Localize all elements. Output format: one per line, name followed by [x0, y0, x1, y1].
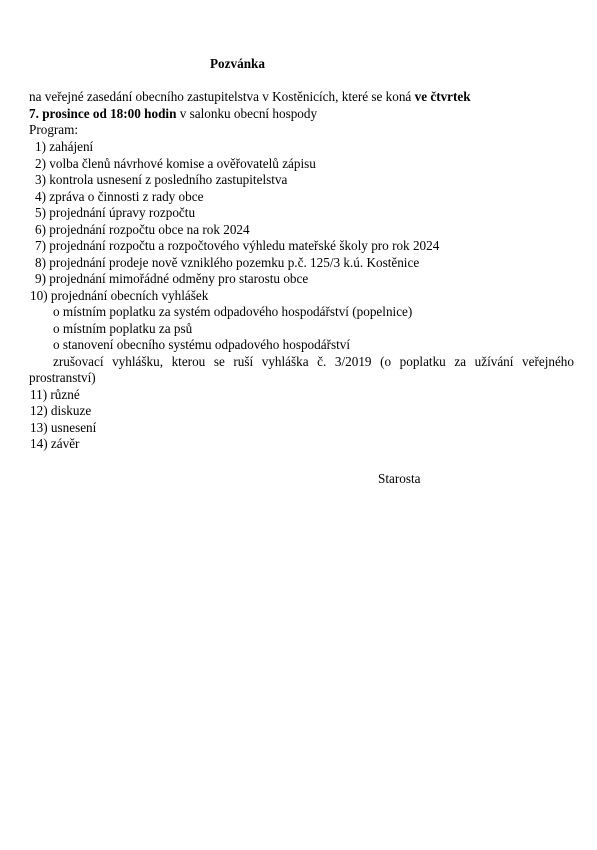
agenda-item-text: závěr — [50, 436, 80, 451]
agenda-item-number: 13) — [30, 419, 48, 435]
agenda-item-text: zahájení — [49, 139, 94, 154]
agenda-item — [29, 189, 574, 206]
agenda-subitem: zrušovací vyhlášku, kterou se ruší vyhláška č. 3/2019 (o poplatku za užívání veřejného prostranství) — [29, 353, 574, 385]
intro-text-after: v salonku obecní hospody — [176, 105, 318, 121]
intro-date-time: 7. prosince od 18:00 hodin — [29, 105, 177, 121]
intro-paragraph — [29, 89, 569, 122]
agenda-item — [29, 222, 574, 239]
agenda-item-number: 7) — [35, 238, 46, 253]
agenda-item — [29, 238, 574, 255]
agenda-item-text: kontrola usnesení z posledního zastupitelstva — [49, 172, 288, 187]
agenda-item-number: 6) — [35, 221, 46, 237]
agenda-item — [29, 271, 574, 288]
agenda-subitem: o stanovení obecního systému odpadového hospodářství — [53, 337, 351, 352]
agenda-item — [29, 139, 574, 156]
agenda-item-text: projednání prodeje nově vzniklého pozemku p.č. 125/3 k.ú. Kostěnice — [49, 254, 420, 270]
agenda-item-number: 2) — [35, 155, 46, 171]
agenda-item-text: projednání rozpočtu obce na rok 2024 — [49, 221, 250, 237]
document-title: Pozvánka — [210, 56, 265, 71]
agenda-item-number: 1) — [35, 139, 46, 154]
agenda-item — [29, 403, 574, 420]
agenda-item — [29, 172, 574, 189]
agenda-list — [29, 139, 574, 453]
agenda-item-text: různé — [50, 386, 80, 402]
agenda-item-number: 4) — [35, 188, 46, 204]
agenda-item-number: 5) — [35, 205, 46, 220]
intro-text-before: na veřejné zasedání obecního zastupitelstva v Kostěnicích, které se koná — [29, 89, 415, 104]
agenda-item-text: usnesení — [50, 419, 97, 435]
agenda-item-number: 10) — [30, 287, 48, 303]
agenda-item — [29, 288, 574, 305]
agenda-item — [29, 420, 574, 437]
intro-day: ve čtvrtek — [414, 89, 471, 104]
agenda-item — [29, 255, 574, 272]
agenda-item-text: zpráva o činnosti z rady obce — [49, 188, 204, 204]
agenda-item-number: 12) — [30, 403, 48, 418]
agenda-item-text: projednání rozpočtu a rozpočtového výhledu mateřské školy pro rok 2024 — [49, 238, 440, 253]
program-label: Program: — [29, 122, 79, 137]
agenda-item-text: projednání obecních vyhlášek — [50, 287, 209, 303]
agenda-item — [29, 205, 574, 222]
agenda-item-number: 8) — [35, 254, 46, 270]
agenda-item-text: projednání úpravy rozpočtu — [49, 205, 196, 220]
agenda-item-text: projednání mimořádné odměny pro starostu obce — [49, 271, 309, 286]
agenda-subitem: o místním poplatku za systém odpadového hospodářství (popelnice) — [53, 304, 413, 319]
agenda-item — [29, 436, 574, 453]
agenda-subitem: o místním poplatku za psů — [53, 320, 193, 336]
agenda-item — [29, 156, 574, 173]
agenda-item-number: 3) — [35, 172, 46, 187]
agenda-item-number: 14) — [30, 436, 48, 451]
agenda-item-text: volba členů návrhové komise a ověřovatelů zápisu — [49, 155, 316, 171]
agenda-item-text: diskuze — [50, 403, 92, 418]
agenda-item-number: 9) — [35, 271, 46, 286]
signature: Starosta — [378, 471, 421, 486]
agenda-item — [29, 387, 574, 404]
agenda-item-number: 11) — [30, 386, 48, 402]
